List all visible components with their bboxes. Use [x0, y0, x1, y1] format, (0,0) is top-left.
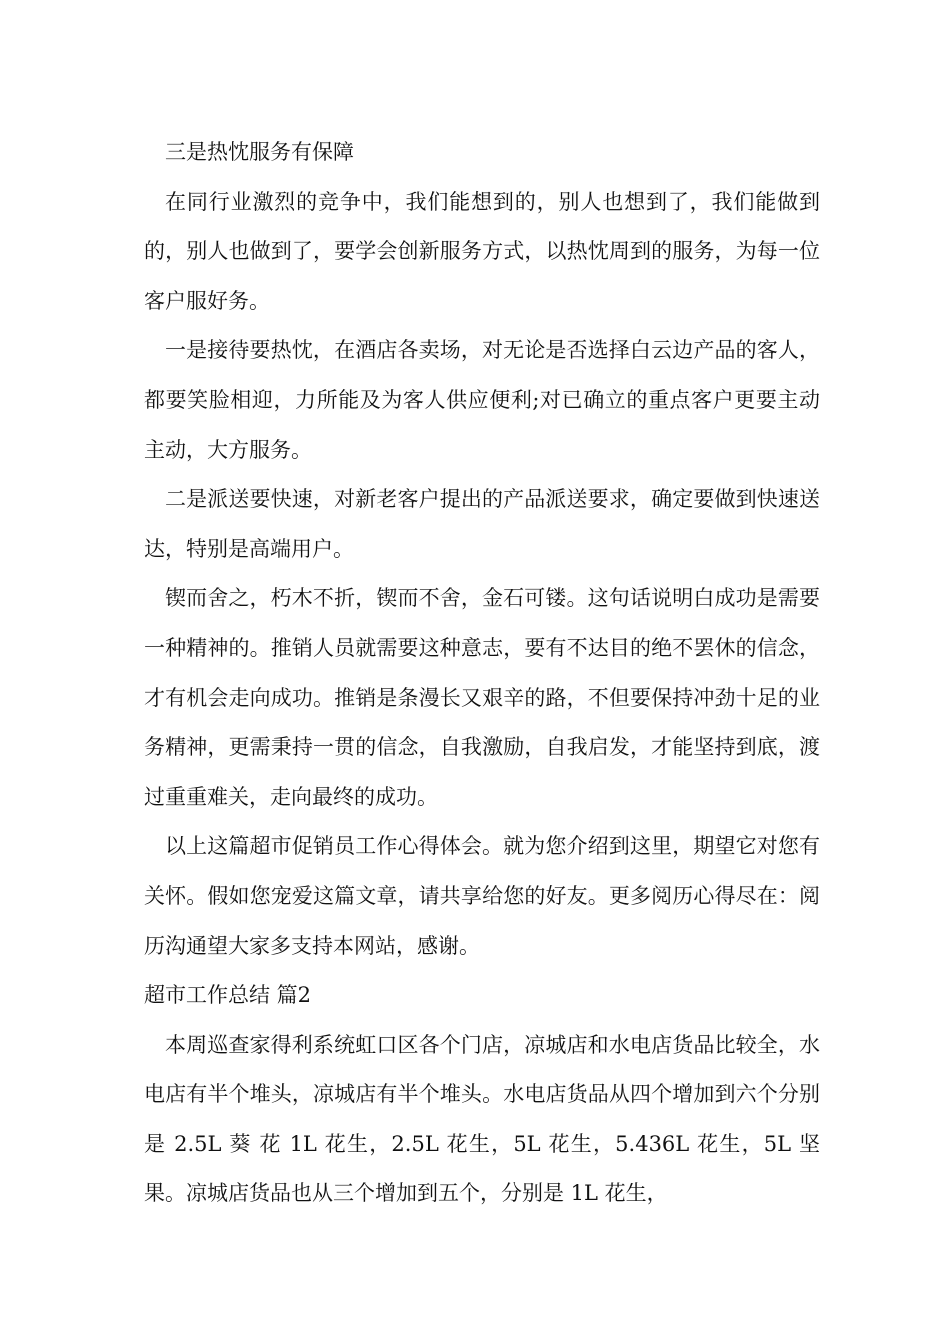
document-body	[144, 128, 820, 1219]
paragraph-store-inspection: 本周巡查家得利系统虹口区各个门店，凉城店和水电店货品比较全，水电店有半个堆头，凉城店有半个堆头。水电店货品从四个增加到六个分别是 2.5L 葵 花 1L 花生，2.5L 花生，5L 花生，5.436L 花生，5L 坚果。凉城店货品也从三个增加到五个，分别是 1L 花生，	[144, 1032, 820, 1206]
section-title: 超市工作总结 篇2	[144, 983, 312, 1008]
paragraph-competition: 在同行业激烈的竞争中，我们能想到的，别人也想到了，我们能做到的，别人也做到了，要学会创新服务方式，以热忱周到的服务，为每一位客户服好务。	[144, 189, 820, 313]
paragraph-delivery: 二是派送要快速，对新老客户提出的产品派送要求，确定要做到快速送达，特别是高端用户。	[144, 487, 820, 561]
paragraph-service-guarantee: 三是热忱服务有保障	[165, 140, 354, 164]
paragraph-reception: 一是接待要热忱，在酒店各卖场，对无论是否选择白云边产品的客人，都要笑脸相迎，力所能及为客人供应便利;对已确立的重点客户更要主动主动，大方服务。	[144, 338, 820, 462]
paragraph-closing: 以上这篇超市促销员工作心得体会。就为您介绍到这里，期望它对您有关怀。假如您宠爱这篇文章，请共享给您的好友。更多阅历心得尽在：阅历沟通望大家多支持本网站，感谢。	[144, 834, 820, 958]
paragraph-perseverance: 锲而舍之，朽木不折，锲而不舍，金石可镂。这句话说明白成功是需要一种精神的。推销人员就需要这种意志，要有不达目的绝不罢休的信念，才有机会走向成功。推销是条漫长又艰辛的路，不但要保持冲劲十足的业务精神，更需秉持一贯的信念，自我激励，自我启发，才能坚持到底，渡过重重难关，走向最终的成功。	[144, 586, 820, 809]
